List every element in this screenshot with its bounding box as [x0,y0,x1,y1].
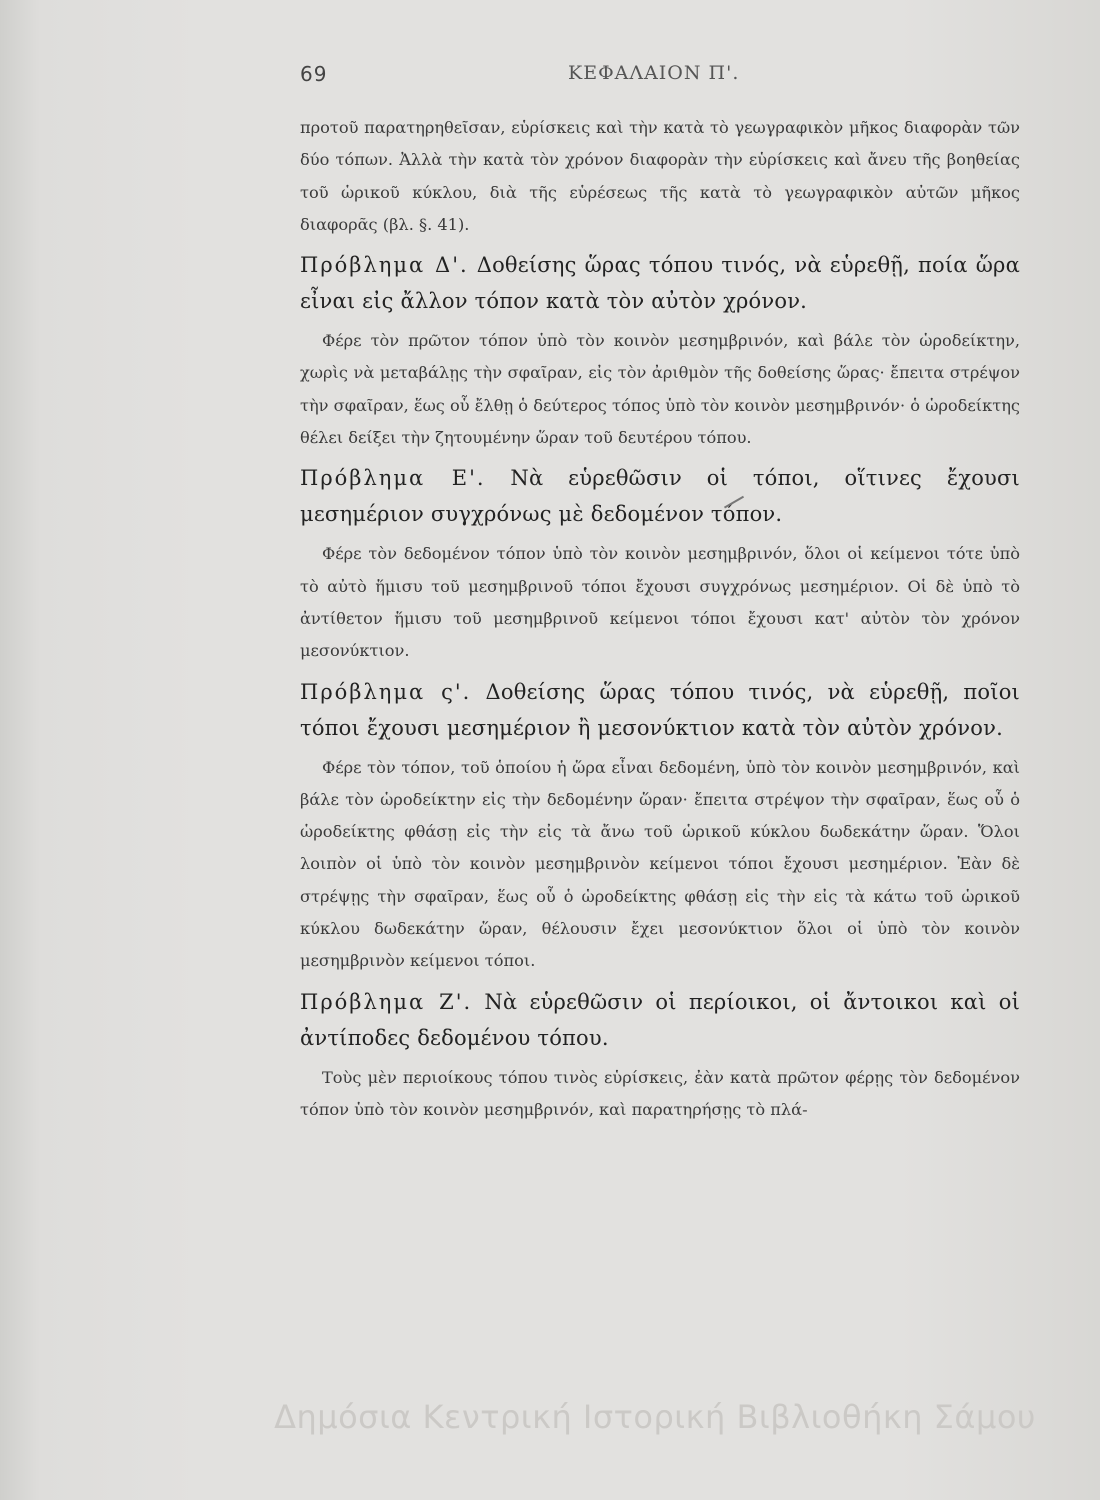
problem-z-text: Νὰ εὑρεθῶσιν οἱ περίοικοι, οἱ ἄντοικοι καὶ οἱ ἀντίποδες δεδομένου τόπου. [300,989,1020,1050]
problem-st-label: Πρόβλημα ς'. [300,679,472,704]
problem-z-label: Πρόβλημα Ζ'. [300,989,473,1014]
library-watermark: Δημόσια Κεντρική Ιστορική Βιβλιοθήκη Σάμου [274,1398,1036,1436]
paragraph-3: Φέρε τὸν δεδομένον τόπον ὑπὸ τὸν κοινὸν μεσημβρινόν, ὅλοι οἱ κείμενοι τότε ὑπὸ τὸ αὐτὸ ἥμισυ τοῦ μεσημβρινοῦ τόποι ἔχουσι συγχρόνως μεσημέριον. Οἱ δὲ ὑπὸ τὸ ἀντίθετον ἥμισυ τοῦ μεσημβρινοῦ κείμενοι τόποι ἔχουσι κατ' αὐτὸν τὸν χρόνον μεσονύκτιον. [300,544,1020,661]
problem-e-text: Νὰ εὑρεθῶσιν οἱ τόποι, οἵτινες ἔχουσι μεσημέριον συγχρόνως μὲ δεδομένον τόπον. [300,466,1020,527]
problem-e-label: Πρόβλημα Ε'. [300,466,486,491]
running-head: ΚΕΦΑΛΑΙΟΝ Π'. [568,62,740,84]
problem-st-text: Δοθείσης ὥρας τόπου τινός, νὰ εὑρεθῇ, ποῖοι τόποι ἔχουσι μεσημέριον ἢ μεσονύκτιον κατὰ τὸν αὐτὸν χρόνον. [300,679,1020,740]
page-number: 69 [300,62,328,86]
paragraph-5: Τοὺς μὲν περιοίκους τόπου τινὸς εὑρίσκεις, ἐὰν κατὰ πρῶτον φέρῃς τὸν δεδομένον τόπον ὑπὸ τὸν κοινὸν μεσημβρινόν, καὶ παρατηρήσῃς τὸ πλά- [300,1067,1020,1119]
problem-st [300,674,1020,746]
paragraph-2: Φέρε τὸν πρῶτον τόπον ὑπὸ τὸν κοινὸν μεσημβρινόν, καὶ βάλε τὸν ὡροδείκτην, χωρὶς νὰ μεταβάλῃς τὴν σφαῖραν, εἰς τὸν ἀριθμὸν τῆς δοθείσης ὥρας· ἔπειτα στρέψον τὴν σφαῖραν, ἕως οὗ ἔλθῃ ὁ δεύτερος τόπος ὑπὸ τὸν κοινὸν μεσημβρινόν· ὁ ὡροδείκτης θέλει δείξει τὴν ζητουμένην ὥραν τοῦ δευτέρου τόπου. [300,331,1020,448]
problem-d-text: Δοθείσης ὥρας τόπου τινός, νὰ εὑρεθῇ, ποία ὥρα εἶναι εἰς ἄλλον τόπον κατὰ τὸν αὐτὸν χρόνον. [300,253,1020,314]
paragraph-4: Φέρε τὸν τόπον, τοῦ ὁποίου ἡ ὥρα εἶναι δεδομένη, ὑπὸ τὸν κοινὸν μεσημβρινόν, καὶ βάλε τὸν ὡροδείκτην εἰς τὴν δεδομένην ὥραν· ἔπειτα στρέψον τὴν σφαῖραν, ἕως οὗ ὁ ὡροδείκτης φθάσῃ εἰς τὴν εἰς τὰ ἄνω τοῦ ὡρικοῦ κύκλου δωδεκάτην ὥραν. Ὅλοι λοιπὸν οἱ ὑπὸ τὸν κοινὸν μεσημβρινὸν κείμενοι τόποι ἔχουσι μεσημέριον. Ἐὰν δὲ στρέψῃς τὴν σφαῖραν, ἕως οὗ ὁ ὡροδείκτης φθάσῃ εἰς τὴν εἰς τὰ κάτω τοῦ ὡρικοῦ κύκλου δωδεκάτην ὥραν, θέλουσιν ἔχει μεσονύκτιον ὅλοι οἱ ὑπὸ τὸν κοινὸν μεσημβρινὸν κείμενοι τόποι. [300,757,1020,971]
page-body [300,112,1020,1132]
paragraph-1: προτοῦ παρατηρηθεῖσαν, εὑρίσκεις καὶ τὴν κατὰ τὸ γεωγραφικὸν μῆκος διαφορὰν τῶν δύο τόπων. Ἀλλὰ τὴν κατὰ τὸν χρόνον διαφορὰν τὴν εὑρίσκεις καὶ ἄνευ τῆς βοηθείας τοῦ ὡρικοῦ κύκλου, διὰ τῆς εὑρέσεως τῆς κατὰ τὸ γεωγραφικὸν αὐτῶν μῆκος διαφορᾶς (βλ. §. 41). [300,118,1020,234]
page-header [300,62,800,92]
problem-d-label: Πρόβλημα Δ'. [300,253,469,278]
problem-z [300,984,1020,1056]
problem-e [300,460,1020,532]
problem-d [300,247,1020,319]
